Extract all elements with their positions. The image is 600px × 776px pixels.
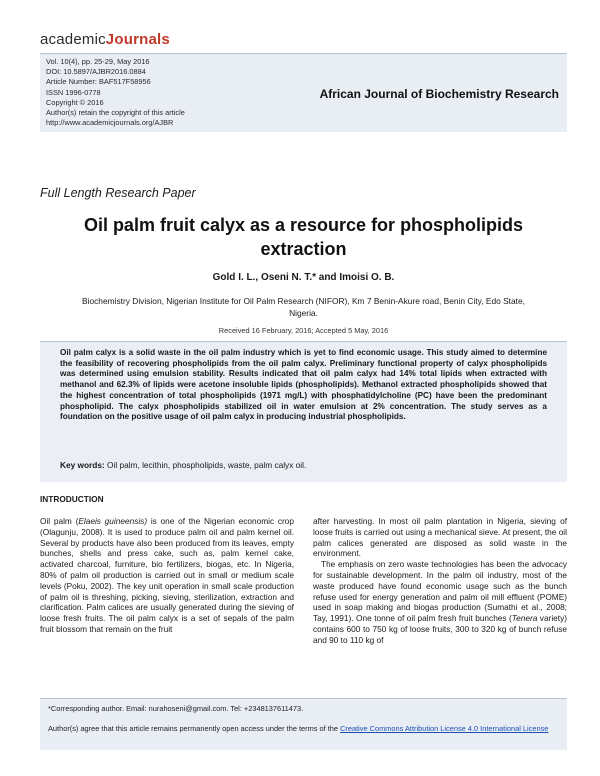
paragraph: after harvesting. In most oil palm plantation in Nigeria, sieving of loose fruits is carried out using a mechanical sieve. At present, the oil palm calices generated are disposed as solid waste in the environment. (313, 516, 567, 559)
keywords-label: Key words: (60, 460, 105, 470)
received-accepted-dates: Received 16 February, 2016; Accepted 5 May, 2016 (218, 326, 389, 335)
corresponding-author: *Corresponding author. Email: nurahoseni@gmail.com. Tel: +2348137611473. (48, 704, 304, 713)
journal-name: African Journal of Biochemistry Research (319, 87, 559, 101)
article-metadata (46, 57, 185, 128)
journal-url-line[interactable]: http://www.academicjournals.org/AJBR (46, 118, 174, 128)
copyright-line: Copyright © 2016 (46, 97, 104, 107)
keywords (60, 460, 306, 470)
journal-header (40, 53, 567, 132)
license-statement: Author(s) agree that this article remains permanently open access under the terms of the Creative Commons Attribution License 4.0 International License (48, 724, 549, 733)
article-number-line: Article Number: BAF517F58956 (46, 77, 151, 87)
issn-line: ISSN 1996-0778 (46, 87, 101, 97)
article-type: Full Length Research Paper (40, 186, 196, 200)
species-name: Elaeis guineensis) (78, 516, 148, 526)
keywords-list: Oil palm, lecithin, phospholipids, waste, palm calyx oil. (104, 460, 307, 470)
abstract-box (40, 341, 567, 482)
introduction-heading: INTRODUCTION (40, 494, 104, 504)
license-link[interactable]: Creative Commons Attribution License 4.0 International License (340, 724, 549, 733)
variety-name: Tenera (511, 613, 538, 624)
rights-line: Author(s) retain the copyright of this article (46, 108, 185, 118)
paragraph: Oil palm (Elaeis guineensis) is one of the Nigerian economic crop (Olagunju, 2008). It is used to produce palm oil and palm kernel oil. Several by products have also been produced from its leaves, empty bunches, shells and press cake, such as, palm kernel cake, activated charcoal, furniture, bio fertilizers, biogas, etc. In Nigeria, 80% of palm oil production is carried out in small or medium scale levels (Poku, 2002). The key unit operation in small scale production of palm oil is threshing, picking, sieving, sterilization, extraction and clarification. Palm calices are usually generated during the sieving of loose fresh fruits. The oil palm calyx is a set of sepals of the palm fruit blossom that remain on the fruit (40, 516, 295, 634)
volume-line: Vol. 10(4), pp. 25-29, May 2016 (46, 57, 150, 66)
affiliation: Biochemistry Division, Nigerian Institute for Oil Palm Research (NIFOR), Km 7 Benin-Akure road, Benin City, Edo State, Nigeria. (82, 296, 525, 318)
footnote-box (40, 698, 567, 750)
abstract-text: Oil palm calyx is a solid waste in the oil palm industry which is yet to find economic usage. This study aimed to determine the feasibility of recovering phospholipids from the oil palm calyx. Preliminary functional property of calyx phospholipids was determined using emulsion stability. Results indicated that oil palm calyx had 14% total lipids when extracted with methanol and 62.3% of lipids were acetone insoluble lipids (phospholipids). Methanol extracted phospholipids showed that the highest concentration of total phospholipids (1971 mg/L) with phosphatidylcholine (PC) have been the predominant phospholipid. The calyx phospholipids stabilized oil in water emulsion at 2% concentration. The study serves as a foundation on the positive usage of oil palm calyx in producing industrial phospholipids. (60, 348, 547, 422)
paragraph: The emphasis on zero waste technologies has been the advocacy for sustainable development. In the palm oil industry, most of the waste produced have found economic usage such as the bunch refuse used for energy generation and palm oil mill effluent (POME) used in soap making and biogas production (Sumathi et al., 2008; Tay, 1991). One tonne of oil palm fresh fruit bunches (Tenera variety) contains 600 to 750 kg of loose fruits, 300 to 320 kg of bunch refuse and 90 to 110 kg of (313, 559, 567, 645)
doi-line: DOI: 10.5897/AJBR2016.0884 (46, 67, 146, 77)
authors: Gold I. L., Oseni N. T.* and Imoisi O. B. (212, 272, 395, 283)
body-column-right (313, 516, 567, 646)
paper-title: Oil palm fruit calyx as a resource for phospholipids extraction (83, 215, 524, 259)
body-column-left (40, 516, 294, 635)
publisher-logo: academicJournals (40, 31, 170, 48)
